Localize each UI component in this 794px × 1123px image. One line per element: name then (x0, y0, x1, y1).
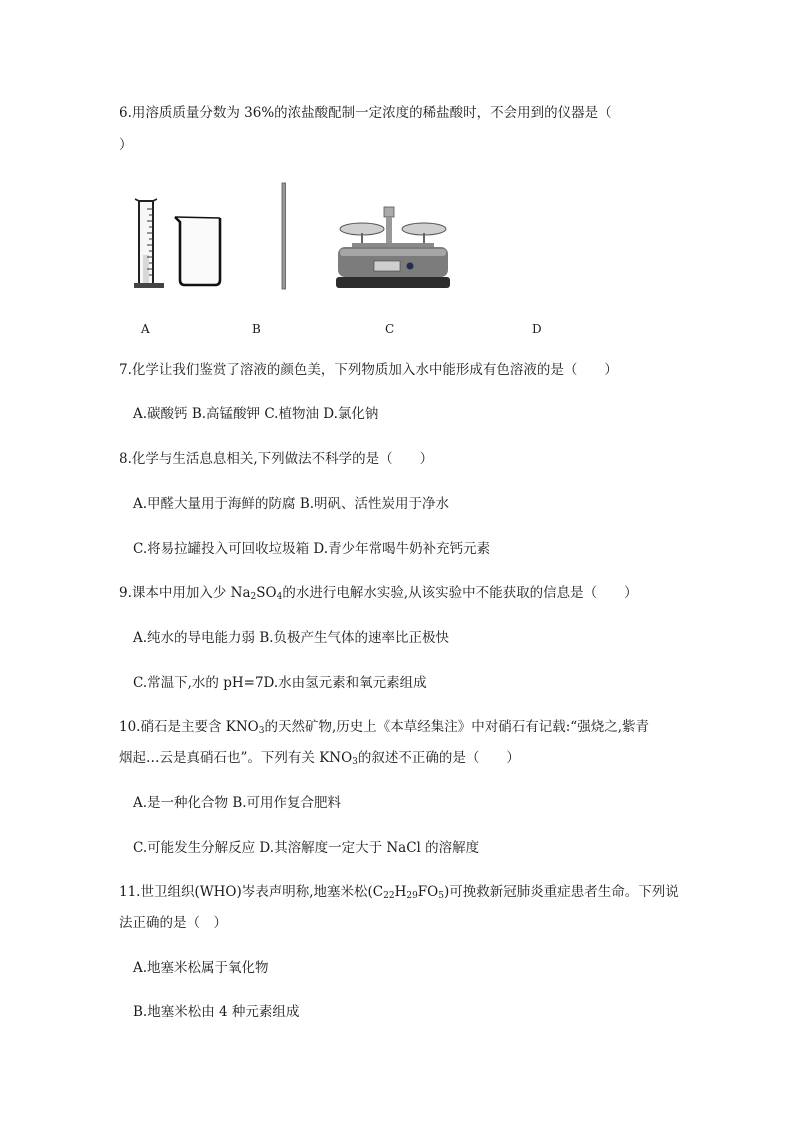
q7-options: A.碳酸钙 B.高锰酸钾 C.植物油 D.氯化钠 (133, 406, 379, 422)
q7-stem: 7.化学让我们鉴赏了溶液的颜色美，下列物质加入水中能形成有色溶液的是（ ） (119, 362, 618, 378)
q8-options-1: A.甲醛大量用于海鲜的防腐 B.明矾、活性炭用于净水 (133, 496, 450, 512)
q9-options-1: A.纯水的导电能力弱 B.负极产生气体的速率比正极快 (133, 630, 450, 646)
apparatus-label-b: B (252, 322, 261, 336)
graduated-cylinder-icon (134, 195, 168, 291)
q10-options-1: A.是一种化合物 B.可用作复合肥料 (133, 795, 342, 811)
balance-scale-icon (334, 205, 452, 290)
q9-options-2: C.常温下,水的 pH=7D.水由氢元素和氧元素组成 (133, 675, 427, 691)
apparatus-label-d: D (532, 322, 542, 336)
glass-rod-icon (280, 181, 288, 291)
q8-stem: 8.化学与生活息息相关,下列做法不科学的是（ ） (119, 451, 434, 467)
apparatus-label-c: C (385, 322, 395, 336)
q6-stem-line1: 6.用溶质质量分数为 36%的浓盐酸配制一定浓度的稀盐酸时，不会用到的仪器是（ (119, 105, 612, 121)
q10-options-2: C.可能发生分解反应 D.其溶解度一定大于 NaCl 的溶解度 (133, 840, 480, 856)
q11-stem-line1: 11.世卫组织(WHO)岑表声明称,地塞米松$(C_{22}H_{29}FO_5)$可挽救新冠肺炎重症患者生命。下列说 (119, 884, 679, 901)
q6-stem-line2: ） (119, 137, 133, 153)
q11-stem-line2: 法正确的是（ ） (119, 915, 227, 931)
q10-stem-line1: 10.硝石是主要含 $KNO_3$的天然矿物,历史上《本草经集注》中对硝石有记载:“强烧之,紫青 (119, 719, 650, 736)
beaker-icon (172, 214, 226, 288)
q10-stem-line2: 烟起…云是真硝石也”。下列有关 $KNO_3$的叙述不正确的是（ ） (119, 750, 520, 767)
q8-options-2: C.将易拉罐投入可回收垃圾箱 D.青少年常喝牛奶补充钙元素 (133, 541, 491, 557)
apparatus-label-a: A (141, 322, 150, 336)
q11-option-b: B.地塞米松由 4 种元素组成 (133, 1004, 300, 1020)
q11-option-a: A.地塞米松属于氧化物 (133, 960, 269, 976)
q9-stem: 9.课本中用加入少 $Na_2SO_4$的水进行电解水实验,从该实验中不能获取的信息是（ ） (119, 585, 638, 602)
